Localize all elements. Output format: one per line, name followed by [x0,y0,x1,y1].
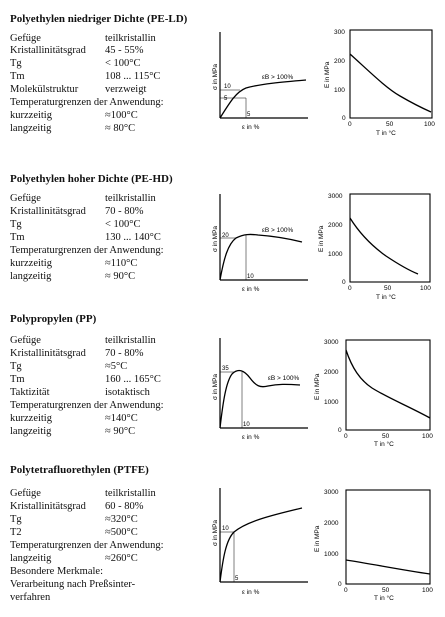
section-title: Polyethylen niedriger Dichte (PE-LD) [10,13,188,25]
property-key: Taktizität [10,387,50,398]
plot-frame [350,30,432,118]
y-tick-label: 0 [338,581,342,588]
x-axis-label: ε in % [242,589,260,596]
y-tick-label: 3000 [328,193,343,200]
y-tick-label: 1000 [324,399,339,406]
property-key: Tm [10,374,25,385]
property-value: teilkristallin [105,193,156,204]
modulus-temperature-diagram [312,336,440,448]
y-tick-label: 2000 [328,222,343,229]
y-tick-label: 0 [338,427,342,434]
property-value: ≈500°C [105,527,138,538]
x-axis-label: ε in % [242,286,260,293]
tick-label: 35 [222,366,229,372]
tick-label: 10 [243,422,250,428]
property-value: verzweigt [105,84,147,95]
y-tick-label: 2000 [324,520,339,527]
property-key: langzeitig [10,426,52,437]
property-value: 160 ... 165°C [105,374,161,385]
property-key: langzeitig [10,271,52,282]
curve-note: εB > 100% [262,227,294,234]
property-value: 108 ... 115°C [105,71,161,82]
y-tick-label: 2000 [324,369,339,376]
y-axis-label: E in MPa [324,61,331,88]
property-key: Tg [10,58,22,69]
tick-label: 5 [235,576,239,582]
property-value: ≈ 90°C [105,426,136,437]
x-axis-label: ε in % [242,124,260,131]
x-axis-label: T in °C [376,294,396,301]
y-tick-label: 300 [334,29,345,36]
property-key: kurzzeitig [10,110,52,121]
property-key: langzeitig [10,123,52,134]
stress-curve [220,80,306,118]
y-tick-label: 3000 [324,489,339,496]
x-tick-label: 0 [344,433,348,440]
x-axis-label: ε in % [242,434,260,441]
stress-strain-diagram [212,336,312,448]
section-pp [0,310,445,460]
x-tick-label: 50 [382,433,390,440]
property-key: verfahren [10,592,51,603]
x-tick-label: 50 [384,285,392,292]
modulus-curve [346,560,430,574]
property-value: ≈ 90°C [105,271,136,282]
y-tick-label: 200 [334,58,345,65]
y-tick-label: 100 [334,87,345,94]
property-value: 70 - 80% [105,348,144,359]
property-value: 45 - 55% [105,45,144,56]
property-key: Kristallinitätsgrad [10,501,86,512]
property-key: langzeitig [10,553,52,564]
modulus-temperature-diagram [312,486,440,610]
tick-label: 10 [224,84,231,90]
property-key: Tg [10,219,22,230]
y-axis-label: σ in MPa [212,373,219,400]
section-ptfe [0,460,445,617]
section-pe-hd [0,160,445,310]
property-value: ≈100°C [105,110,138,121]
modulus-temperature-diagram [316,190,440,302]
stress-strain-diagram [212,486,312,608]
modulus-curve [346,350,430,418]
property-key: Molekülstruktur [10,84,79,95]
property-key: Tg [10,361,22,372]
section-title: Polytetrafluorethylen (PTFE) [10,464,149,476]
x-tick-label: 100 [424,121,435,128]
property-key: Besondere Merkmale: [10,566,104,577]
x-tick-label: 100 [422,587,433,594]
y-tick-label: 1000 [324,551,339,558]
tick-label: 5 [224,96,228,102]
property-key: kurzzeitig [10,413,52,424]
x-axis-label: T in °C [374,595,394,602]
property-key: Gefüge [10,335,41,346]
stress-strain-diagram [212,192,312,300]
property-key: Kristallinitätsgrad [10,45,86,56]
property-key: Verarbeitung nach Preßsinter- [10,579,136,590]
property-value: < 100°C [105,219,141,230]
property-value: teilkristallin [105,33,156,44]
property-key: Tm [10,232,25,243]
property-value: ≈260°C [105,553,138,564]
y-tick-label: 0 [342,279,346,286]
curve-note: εB > 100% [268,375,300,382]
y-tick-label: 0 [342,115,346,122]
y-axis-label: σ in MPa [212,63,219,90]
property-value: teilkristallin [105,488,156,499]
property-key: Gefüge [10,193,41,204]
x-tick-label: 50 [386,121,394,128]
x-tick-label: 0 [348,121,352,128]
modulus-curve [350,54,431,112]
property-key: T2 [10,527,22,538]
property-key: Temperaturgrenzen der Anwendung: [10,400,164,411]
plot-frame [350,194,430,282]
x-tick-label: 100 [420,285,431,292]
property-value: ≈320°C [105,514,138,525]
property-key: Kristallinitätsgrad [10,206,86,217]
y-tick-label: 1000 [328,251,343,258]
property-value: ≈140°C [105,413,138,424]
property-value: ≈110°C [105,258,138,269]
property-key: Temperaturgrenzen der Anwendung: [10,245,164,256]
y-axis-label: E in MPa [314,525,321,552]
property-value: < 100°C [105,58,141,69]
property-key: Gefüge [10,488,41,499]
tick-label: 20 [222,233,229,239]
property-value: 70 - 80% [105,206,144,217]
tick-label: 5 [247,112,251,118]
section-title: Polypropylen (PP) [10,313,97,325]
property-value: ≈5°C [105,361,128,372]
section-pe-ld [0,0,445,160]
stress-curve [220,508,302,582]
curve-note: εB > 100% [262,74,294,81]
x-axis-label: T in °C [374,441,394,448]
property-key: Temperaturgrenzen der Anwendung: [10,97,164,108]
plot-frame [346,340,430,430]
x-tick-label: 50 [382,587,390,594]
modulus-temperature-diagram [320,26,440,138]
stress-strain-diagram [212,30,312,140]
x-tick-label: 0 [344,587,348,594]
tick-label: 10 [247,274,254,280]
property-key: Kristallinitätsgrad [10,348,86,359]
x-axis-label: T in °C [376,130,396,137]
section-title: Polyethylen hoher Dichte (PE-HD) [10,173,173,185]
y-axis-label: σ in MPa [212,519,219,546]
plot-frame [346,490,430,584]
tick-label: 10 [222,526,229,532]
property-key: kurzzeitig [10,258,52,269]
y-axis-label: σ in MPa [212,225,219,252]
stress-curve [220,234,302,280]
modulus-curve [350,218,418,274]
y-tick-label: 3000 [324,339,339,346]
property-value: 130 ... 140°C [105,232,161,243]
y-axis-label: E in MPa [318,225,325,252]
x-tick-label: 0 [348,285,352,292]
property-key: Gefüge [10,33,41,44]
x-tick-label: 100 [422,433,433,440]
property-key: Tm [10,71,25,82]
y-axis-label: E in MPa [314,373,321,400]
property-value: 60 - 80% [105,501,144,512]
property-value: isotaktisch [105,387,150,398]
property-key: Tg [10,514,22,525]
property-value: teilkristallin [105,335,156,346]
property-value: ≈ 80°C [105,123,136,134]
property-key: Temperaturgrenzen der Anwendung: [10,540,164,551]
